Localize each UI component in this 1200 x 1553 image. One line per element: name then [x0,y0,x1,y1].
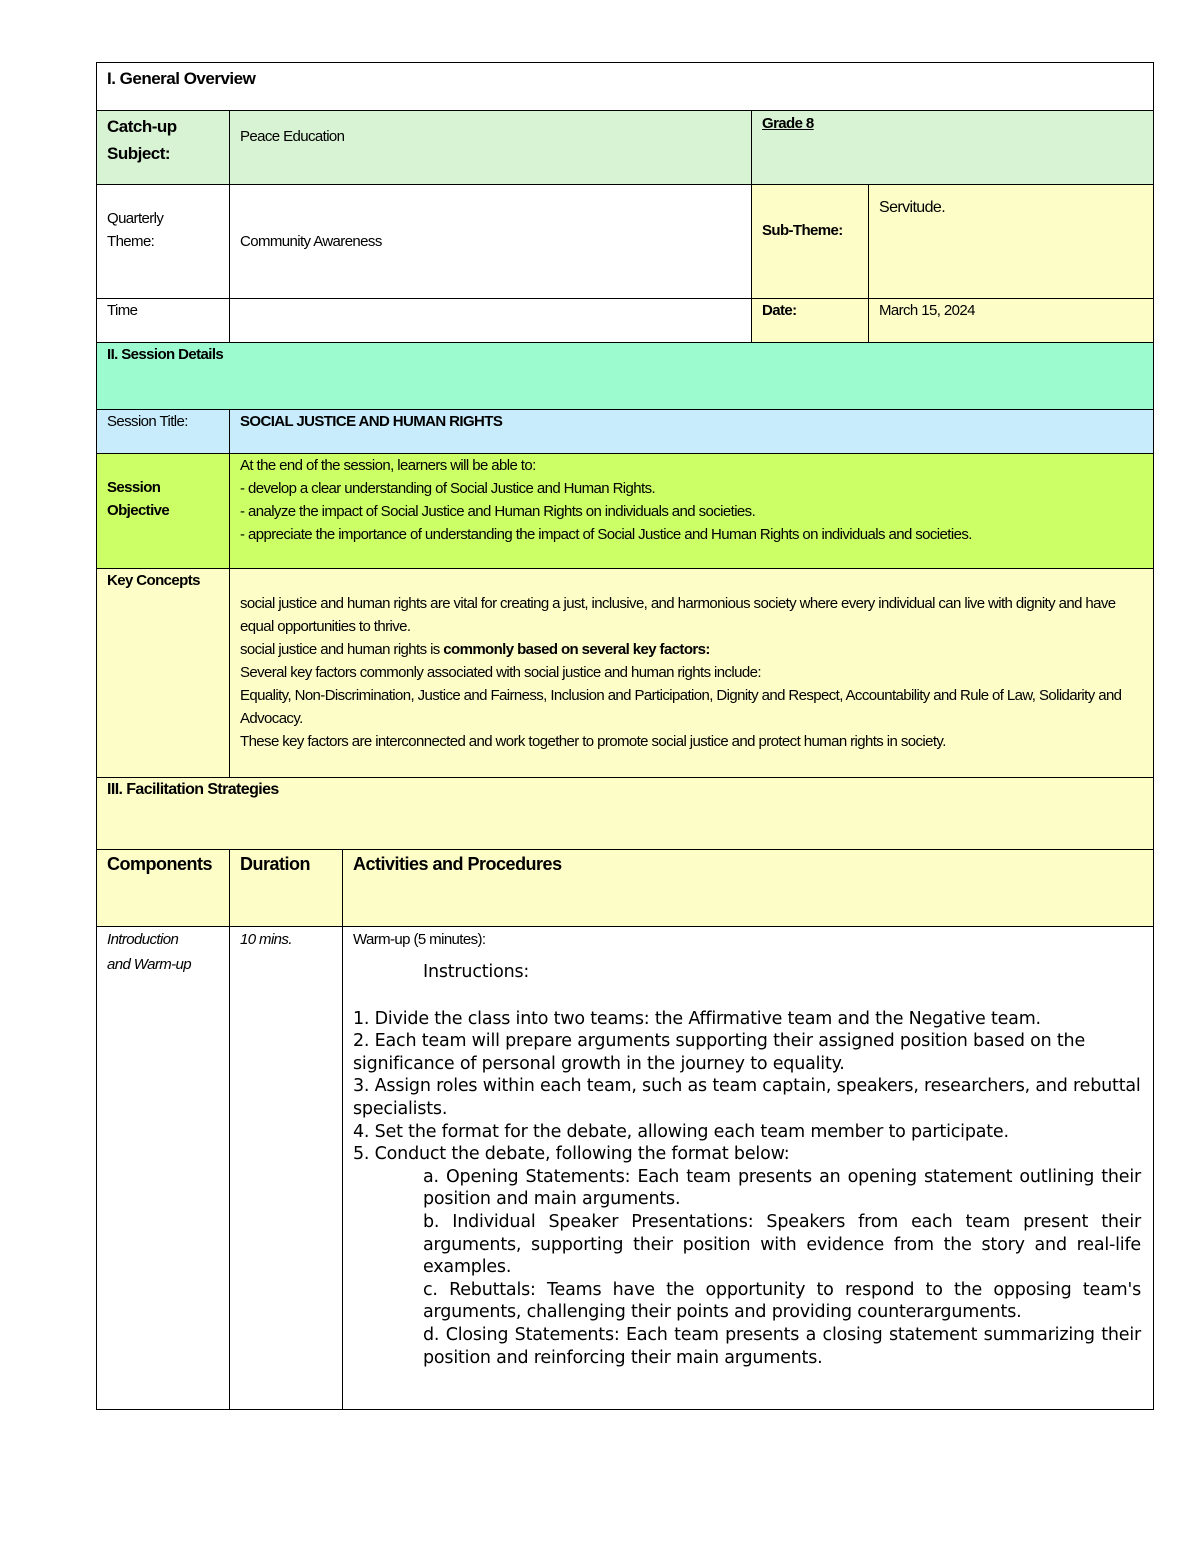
objective-line: - appreciate the importance of understanding the impact of Social Justice and Human Rights on individuals and societies. [240,526,972,543]
session-title-label: Session Title: [96,409,230,454]
session-details-heading: II. Session Details [96,342,1154,410]
catch-up-subject-row [96,110,1154,185]
substep-item: d. Closing Statements: Each team presents a closing statement summarizing their position and reinforcing their main arguments. [423,1324,1141,1368]
session-objective-row [96,453,1154,569]
warmup-line: Warm-up (5 minutes): [353,931,486,948]
key-concepts-para [240,638,1143,661]
objective-label-line1: Session [107,479,161,496]
quarterly-theme-label [96,184,230,299]
facilitation-row [96,777,1154,850]
duration-cell: 10 mins. [229,926,343,1410]
quarterly-label-line1: Quarterly [107,210,164,227]
session-title-value: SOCIAL JUSTICE AND HUMAN RIGHTS [229,409,1154,454]
time-value [229,298,752,343]
sub-theme-value: Servitude. [868,184,1154,299]
step-item: 2. Each team will prepare arguments supporting their assigned position based on the significance of personal growth in the journey to equality. [353,1031,1086,1074]
instructions-heading: Instructions: [423,962,530,982]
step-item: 1. Divide the class into two teams: the Affirmative team and the Negative team. [353,1008,1041,1029]
objective-line: At the end of the session, learners will be able to: [240,457,536,474]
time-label: Time [96,298,230,343]
catch-up-label-line2: Subject: [107,144,171,163]
key-concepts-para2-normal: social justice and human rights is [240,641,444,658]
intro-warmup-row [96,926,1154,1410]
activities-header: Activities and Procedures [342,849,1154,927]
key-concepts-para: These key factors are interconnected and work together to promote social justice and protect human rights in society. [240,733,946,750]
key-concepts-label: Key Concepts [96,568,230,778]
objective-line: - develop a clear understanding of Social Justice and Human Rights. [240,480,656,497]
substep-item: c. Rebuttals: Teams have the opportunity to respond to the opposing team's arguments, challenging their points and providing counterarguments. [423,1279,1141,1323]
substep-item: a. Opening Statements: Each team presents an opening statement outlining their position and main arguments. [423,1166,1141,1210]
duration-header: Duration [229,849,343,927]
date-label: Date: [751,298,869,343]
sub-theme-label: Sub-Theme: [751,184,869,299]
facilitation-heading: III. Facilitation Strategies [96,777,1154,850]
step-item: 3. Assign roles within each team, such as team captain, speakers, researchers, and rebuttal specialists. [353,1076,1141,1119]
quarterly-theme-row [96,184,1154,299]
substep-item: b. Individual Speaker Presentations: Speakers from each team present their arguments, supporting their position with evidence from the story and real-life examples. [423,1211,1141,1278]
quarterly-theme-value: Community Awareness [229,184,752,299]
key-concepts-para: Equality, Non-Discrimination, Justice and Fairness, Inclusion and Participation, Dignity and Respect, Accountability and Rule of Law, Solidarity and Advocacy. [240,687,1122,727]
components-header: Components [96,849,230,927]
general-overview-heading: I. General Overview [96,62,1154,111]
key-concepts-para: social justice and human rights are vital for creating a just, inclusive, and harmonious society where every individual can live with dignity and have equal opportunities to thrive. [240,595,1116,635]
catch-up-subject-label [96,110,230,185]
catch-up-label-line1: Catch-up [107,117,177,136]
key-concepts-para: Several key factors commonly associated with social justice and human rights include: [240,664,761,681]
facilitation-header-row [96,849,1154,927]
step-item: 4. Set the format for the debate, allowing each team member to participate. [353,1121,1009,1142]
time-date-row [96,298,1154,343]
key-concepts-para2-bold: commonly based on several key factors: [443,641,710,658]
session-title-row [96,409,1154,454]
step-item: 5. Conduct the debate, following the format below: [353,1144,790,1165]
objective-line: - analyze the impact of Social Justice and Human Rights on individuals and societies. [240,503,756,520]
component-line1: Introduction [107,931,179,948]
key-concepts-text [229,568,1154,778]
session-objective-label [96,453,230,569]
session-objective-list [229,453,1154,569]
component-line2: and Warm-up [107,956,191,973]
activities-cell [342,926,1154,1410]
objective-label-line2: Objective [107,502,170,519]
component-cell [96,926,230,1410]
quarterly-label-line2: Theme: [107,233,155,250]
date-value: March 15, 2024 [868,298,1154,343]
subject-value: Peace Education [229,110,752,185]
session-details-row [96,342,1154,410]
key-concepts-row [96,568,1154,778]
grade-value: Grade 8 [751,110,1154,185]
general-overview-row [96,62,1154,111]
